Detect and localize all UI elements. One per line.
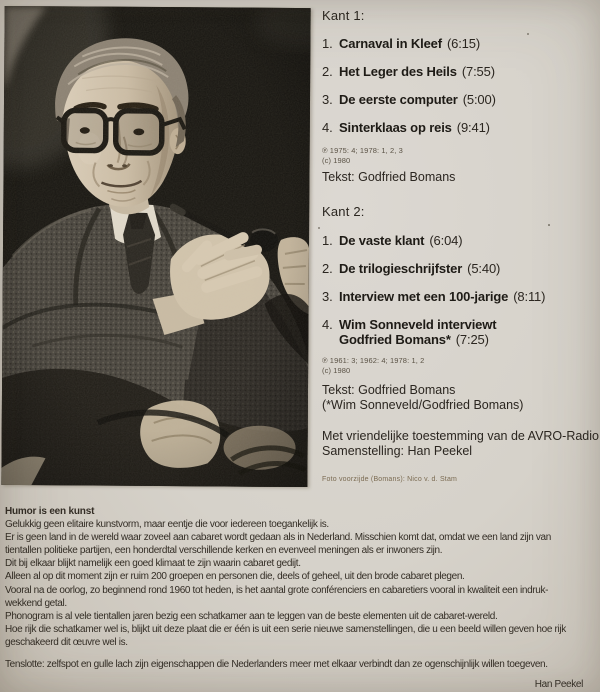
side2-track-2 <box>322 261 500 276</box>
side1-track-1 <box>322 36 480 51</box>
side2-track-3 <box>322 289 545 304</box>
samenstelling-line: Samenstelling: Han Peekel <box>322 444 473 458</box>
dust-speck <box>318 227 320 229</box>
track-duration: (7:25) <box>455 331 489 347</box>
essay-signature: Han Peekel <box>534 679 583 691</box>
side1-copyright-line: (c) 1980 <box>322 156 351 165</box>
track-title: Wim Sonneveld interviewt <box>339 317 497 332</box>
liner-notes-essay <box>5 505 597 691</box>
track-number: 4. <box>322 317 333 332</box>
side2-phono-line: ℗ 1961: 3; 1962: 4; 1978: 1, 2 <box>322 356 425 365</box>
track-number: 3. <box>322 289 333 304</box>
photo-credit-line: Foto voorzijde (Bomans): Nico v. d. Stam <box>322 476 458 483</box>
track-number: 1. <box>322 36 333 51</box>
essay-line: Dit bij elkaar blijkt namelijk een goed klimaat te zijn waarin cabaret gedijt. <box>5 558 301 570</box>
track-duration: (5:40) <box>467 261 501 276</box>
track-title: De eerste computer <box>339 92 458 107</box>
side2-heading: Kant 2: <box>322 204 365 219</box>
side2-copyright-line: (c) 1980 <box>322 366 351 375</box>
track-duration: (6:15) <box>446 36 480 51</box>
track-duration: (6:04) <box>429 233 463 248</box>
side1-track-3 <box>322 92 496 107</box>
side2-track-1 <box>322 233 462 248</box>
track-number: 2. <box>322 261 333 276</box>
side2-tekst-credit: Tekst: Godfried Bomans <box>322 383 456 397</box>
track-number: 1. <box>322 233 333 248</box>
side1-heading: Kant 1: <box>322 8 365 23</box>
tracklist-column <box>322 0 598 510</box>
side2-track-4 <box>322 317 496 347</box>
track-duration: (7:55) <box>461 64 495 79</box>
track-title: Carnaval in Kleef <box>339 36 442 51</box>
bomans-portrait-photo <box>1 6 310 487</box>
essay-heading: Humor is een kunst <box>5 506 95 517</box>
essay-line: Hoe rijk die schatkamer wel is, blijkt uit deze plaat die er één is uit een serie nieuwe samenstellingen, die u een beeld willen geven hoe rijk <box>5 623 566 635</box>
essay-line: Phonogram is al vele tientallen jaren bezig een schatkamer aan te leggen van de beste elementen uit de cabaret-wereld. <box>5 610 498 622</box>
dust-speck <box>548 224 550 226</box>
side1-track-2 <box>322 64 495 79</box>
track-title: De vaste klant <box>339 233 425 248</box>
essay-line: wekkend getal. <box>5 597 67 609</box>
track-title: Het Leger des Heils <box>339 64 457 79</box>
essay-line: Gelukkig geen elitaire kunstvorm, maar eentje die voor iedereen toegankelijk is. <box>5 519 329 531</box>
avro-permission-line: Met vriendelijke toestemming van de AVRO-Radio <box>322 429 599 443</box>
track-duration: (5:00) <box>462 92 496 107</box>
essay-line: Vooral na de oorlog, zo beginnend rond 1960 tot heden, is het aantal grote conférenciers en cabaretiers vooral in kwaliteit een indruk- <box>5 584 549 596</box>
photo-vignette <box>1 6 310 487</box>
side2-tekst-credit2: (*Wim Sonneveld/Godfried Bomans) <box>322 398 524 412</box>
essay-line: Alleen al op dit moment zijn er ruim 200 groepen en personen die, deels of geheel, uit den brode cabaret plegen. <box>5 571 465 583</box>
track-duration: (8:11) <box>513 289 546 304</box>
track-title-wrap <box>339 318 496 347</box>
side1-phono-line: ℗ 1975: 4; 1978: 1, 2, 3 <box>322 146 403 155</box>
essay-closing-line: Tenslotte: zelfspot en gulle lach zijn eigenschappen die Nederlanders meer met elkaar verbindt dan ze ogenschijnlijk willen toegeven. <box>5 659 548 671</box>
essay-line: geschakeerd dit œuvre wel is. <box>5 636 128 648</box>
track-number: 3. <box>322 92 333 107</box>
track-number: 4. <box>322 120 333 135</box>
portrait-illustration <box>1 6 310 487</box>
side1-track-4 <box>322 120 490 135</box>
track-title: De trilogieschrijfster <box>339 261 463 276</box>
track-duration: (9:41) <box>456 120 490 135</box>
essay-line: tientallen politieke partijen, een honderdtal verschillende kerken en evenveel meningen als er inwoners zijn. <box>5 545 443 557</box>
side1-tekst-credit: Tekst: Godfried Bomans <box>322 170 456 184</box>
track-title: Sinterklaas op reis <box>339 120 452 135</box>
dust-speck <box>527 33 529 35</box>
essay-line: Er is geen land in de wereld waar zoveel aan cabaret wordt gedaan als in Nederland. Misschien komt dat, omdat we een land zijn van <box>5 532 551 544</box>
track-title-line2: Godfried Bomans* <box>339 331 451 347</box>
track-number: 2. <box>322 64 333 79</box>
track-title: Interview met een 100-jarige <box>339 289 509 304</box>
